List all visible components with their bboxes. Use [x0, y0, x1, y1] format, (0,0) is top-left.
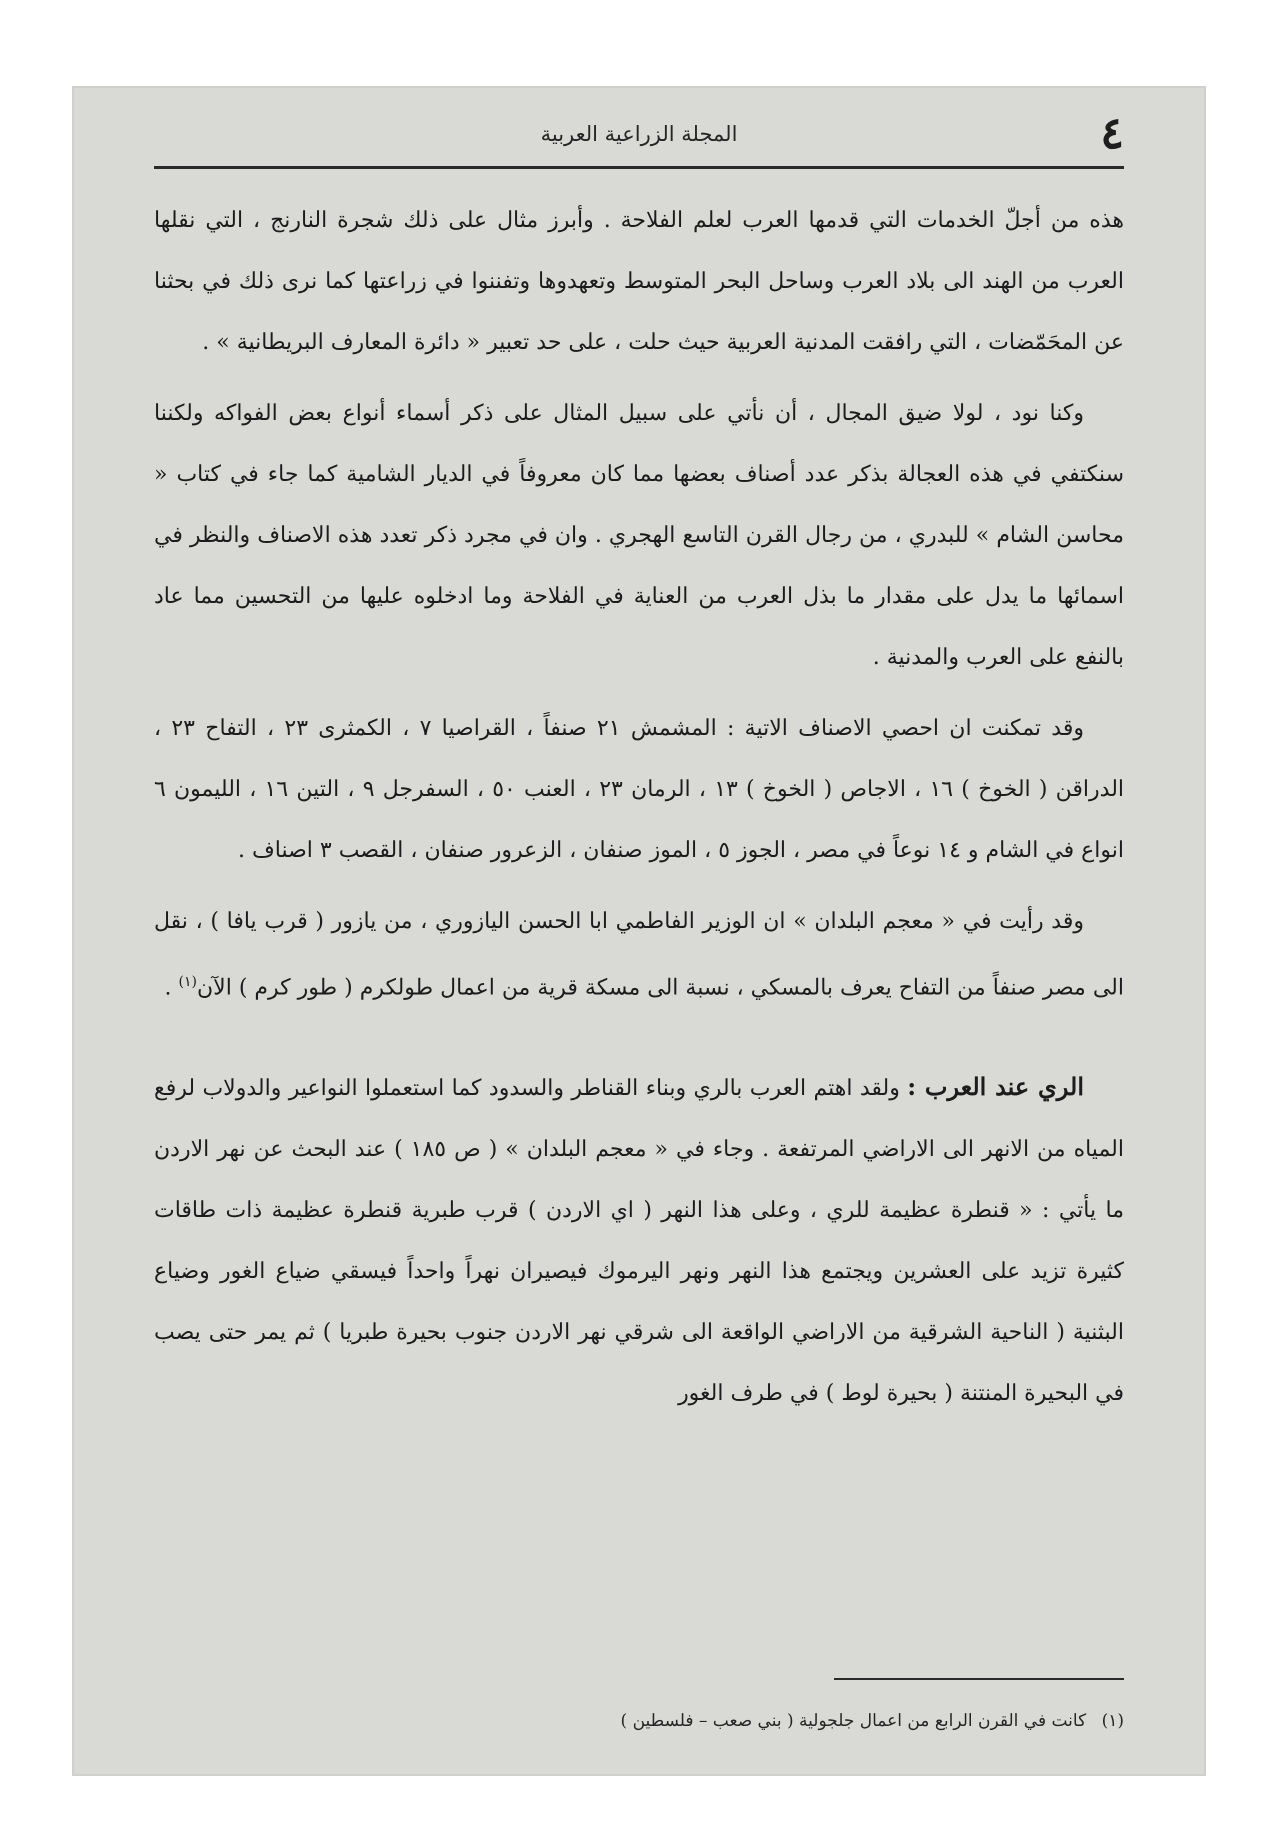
paragraph-variety-counts: وقد تمكنت ان احصي الاصناف الاتية : المشمش ٢١ صنفاً ، القراصيا ٧ ، الكمثرى ٢٣ ، التفاح ٢٣ ، الدراقن ( الخوخ ) ١٦ ، الاجاص ( الخوخ ) ١٣ ، الرمان ٢٣ ، العنب ٥٠ ، السفرجل ٩ ، التين ١٦ ، الليمون ٦ انواع في الشام و ١٤ نوعاً في مصر ، الجوز ٥ ، الموز صنفان ، الزعرور صنفان ، القصب ٣ اصناف . — [154, 716, 1125, 863]
footnote — [154, 1708, 1124, 1734]
footnote-text: كانت في القرن الرابع من اعمال جلجولية ( بني صعب – فلسطين ) — [620, 1711, 1087, 1731]
footnote-reference: (١) — [178, 974, 198, 990]
paragraph-yazouri-text: وقد رأيت في « معجم البلدان » ان الوزير الفاطمي ابا الحسن اليازوري ، من يازور ( قرب يافا ) ، نقل الى مصر صنفاً من التفاح يعرف بالمسكي ، نسبة الى مسكة قرية من اعمال طولكرم ( طور كرم ) الآن — [154, 909, 1124, 1001]
paragraph-irrigation-text: ولقد اهتم العرب بالري وبناء القناطر والسدود كما استعملوا النواعير والدولاب لرفع المياه من الانهر الى الاراضي المرتفعة . وجاء في « معجم البلدان » ( ص ١٨٥ ) عند البحث عن نهر الاردن ما يأتي : « قنطرة عظيمة للري ، وعلى هذا النهر ( اي الاردن ) قرب طبرية قنطرة عظيمة ذات طاقات كثيرة تزيد على العشرين ويجتمع هذا النهر ونهر اليرموك فيصيران نهراً واحداً فيسقي ضياع الغور وضياع البثنية ( الناحية الشرقية من الاراضي الواقعة الى شرقي نهر الاردن جنوب بحيرة طبريا ) ثم يمر حتى يصب في البحيرة المنتنة ( بحيرة لوط ) في طرف الغور — [154, 1076, 1124, 1407]
paragraph-yazouri-end: . — [164, 975, 179, 1001]
section-heading-irrigation: الري عند العرب : — [907, 1072, 1084, 1102]
document-page — [72, 86, 1206, 1776]
page-header — [154, 108, 1124, 169]
paragraph-citrus: هذه من أجلّ الخدمات التي قدمها العرب لعلم الفلاحة . وأبرز مثال على ذلك شجرة النارنج ، التي نقلها العرب من الهند الى بلاد العرب وساحل البحر المتوسط وتعهدوها وتفننوا في زراعتها كما نرى ذلك في بحثنا عن المحَمّضات ، التي رافقت المدنية العربية حيث حلت ، على حد تعبير « دائرة المعارف البريطانية » . — [154, 208, 1124, 355]
paragraph-fruit-varieties: وكنا نود ، لولا ضيق المجال ، أن نأتي على سبيل المثال على ذكر أسماء أنواع بعض الفواكه ولكننا سنكتفي في هذه العجالة بذكر عدد أصناف بعضها مما كان معروفاً في الديار الشامية كما جاء في كتاب « محاسن الشام » للبدري ، من رجال القرن التاسع الهجري . وان في مجرد ذكر تعدد هذه الاصناف والنظر في اسمائها ما يدل على مقدار ما بذل العرب من العناية في الفلاحة وما ادخلوه عليها من التحسين مما عاد بالنفع على العرب والمدنية . — [154, 401, 1124, 670]
paragraph-yazouri — [154, 891, 1124, 1018]
footnote-divider — [834, 1678, 1124, 1680]
article-body — [154, 190, 1124, 1424]
page-number: ٤ — [1100, 108, 1124, 159]
paragraph-irrigation — [154, 1056, 1124, 1424]
footnote-marker: (١) — [1101, 1711, 1124, 1731]
running-title: المجلة الزراعية العربية — [540, 122, 738, 146]
